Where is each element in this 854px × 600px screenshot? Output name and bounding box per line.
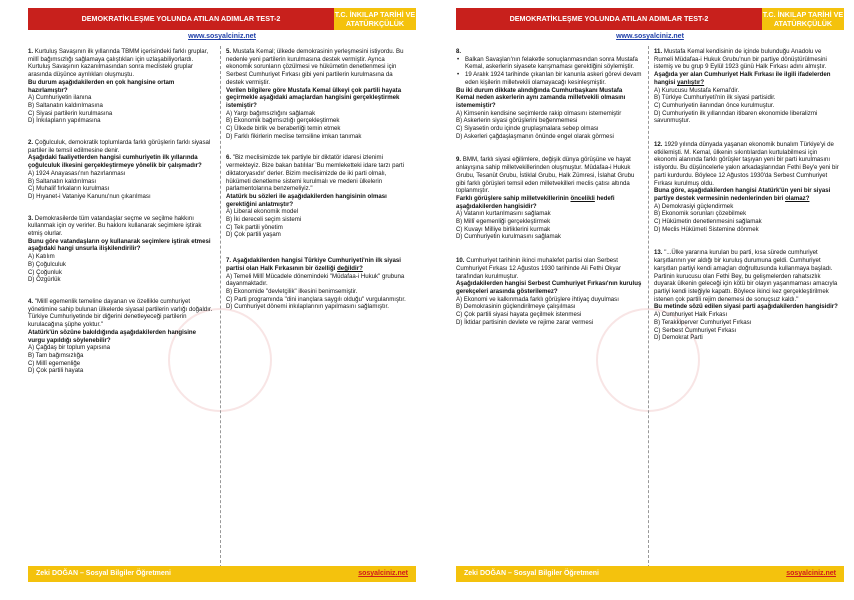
question-number: 3. — [28, 214, 34, 222]
column-left — [456, 48, 642, 336]
site-link[interactable]: www.sosyalciniz.net — [188, 33, 256, 40]
option-d[interactable]: D) Cumhuriyetin ilk yıllarından itibaren ekonomide liberalizmi savunmuştur. — [654, 109, 818, 125]
option-b[interactable]: B) Millî egemenliği gerçekleştirmek — [456, 218, 551, 226]
option-d[interactable]: D) Askerleri çağdaşlaşmanın önünde engel olarak görmesi — [456, 132, 614, 140]
option-c[interactable]: C) Cumhuriyetin ilanından önce kurulmuştur. — [654, 101, 775, 109]
site-link[interactable]: www.sosyalciniz.net — [616, 33, 684, 40]
question-4 — [28, 298, 214, 375]
question-text: "Biz meclisimizde tek partiyle bir diktatör idaresi izlenimi vermekteyiz. Bize bakan batılılar 'Bu memleketteki idare tarzı parti diktatoryasıdır' derler. Bizim meclisimizde de iki parti olmalı, hükümeti denetleme sistemi kurulmalı ve medeni ülkelerin parlamentolarına benzemeliyiz." — [226, 154, 404, 193]
header-title: DEMOKRATİKLEŞME YOLUNDA ATILAN ADIMLAR TEST-2 — [28, 8, 334, 30]
question-13 — [654, 249, 840, 341]
option-b[interactable]: B) Askerlerin siyasi görüşlerini beğenmemesi — [456, 117, 578, 125]
page-footer — [28, 566, 416, 582]
option-a[interactable]: A) Cumhuriyetin ilanına — [28, 94, 92, 102]
option-c[interactable]: C) Parti programında "dini inançlara saygılı olduğu" vurgulanmıştır. — [226, 295, 406, 303]
option-d[interactable]: D) Özgürlük — [28, 276, 61, 284]
question-prompt-emphasis: yanlıştır? — [677, 78, 705, 86]
option-d[interactable]: D) Çok partili yaşam — [226, 231, 281, 239]
question-number: 13. — [654, 249, 663, 257]
question-7 — [226, 257, 412, 311]
option-b[interactable]: B) Türkiye Cumhuriyeti'nin ilk siyasi partisidir. — [654, 94, 776, 102]
option-c[interactable]: C) Millî egemenliğe — [28, 359, 81, 367]
option-c[interactable]: C) Serbest Cumhuriyet Fırkası — [654, 326, 737, 334]
question-prompt: Bu metinde sözü edilen siyasi parti aşağıdakilerden hangisidir? — [654, 303, 838, 311]
question-11 — [654, 48, 840, 125]
footer-author: Zeki DOĞAN – Sosyal Bilgiler Öğretmeni — [464, 570, 599, 577]
column-right — [654, 48, 840, 351]
option-c[interactable]: C) Ülkede birlik ve beraberliği temin etmek — [226, 125, 341, 133]
question-5 — [226, 48, 412, 140]
option-a[interactable]: A) Demokrasiyi güçlendirmek — [654, 202, 734, 210]
option-d[interactable]: D) İktidar partisinin devlete ve rejime zarar vermesi — [456, 318, 594, 326]
question-number: 10. — [456, 257, 465, 265]
question-number: 11. — [654, 48, 663, 55]
question-number: 5. — [226, 48, 232, 55]
question-text: "Millî egemenlik temeline dayanan ve özellikle cumhuriyet yönetimine sahip bulunan ülkelerde siyasal partilerin varlığı doğaldır. Türkiye Cumhuriyetinde bir diğerini denetleyeceği partilerin kurulacağına şüphe yoktur." — [28, 297, 213, 329]
question-prompt: Aşağıdaki faaliyetlerden hangisi cumhuriyetin ilk yıllarında çoğulculuk ilkesini gerçekleştirmeye yönelik bir çalışmadır? — [28, 154, 202, 170]
question-number: 12. — [654, 141, 663, 149]
question-prompt: Bu durum aşağıdakilerden en çok hangisine ortam hazırlamıştır? — [28, 78, 175, 94]
question-text: Kurtuluş Savaşının ilk yıllarında TBMM içerisindeki farklı gruplar, millî bağımsızlığı sağlamaya çalıştıkları için uzlaşabiliyorlardı. Kurtuluş Savaşının kazanılmasından sonra meclisteki gruplar arasında düşünce ayrılıkları oluşmuştu. — [28, 48, 209, 79]
question-number: 4. — [28, 297, 34, 305]
question-8 — [456, 48, 642, 140]
option-d[interactable]: D) Çok partili hayata — [28, 367, 84, 375]
question-prompt: Aşağıdakilerden hangisi Serbest Cumhuriyet Fırkası'nın kuruluş gerekçeleri arasında gösterilemez? — [456, 280, 642, 295]
option-d[interactable]: D) Hıyanet-i Vataniye Kanunu'nun çıkarılması — [28, 192, 151, 200]
option-a[interactable]: A) Çağdaş bir toplum yapısına — [28, 344, 110, 352]
option-b[interactable]: B) Ekonomide "devletçilik" ilkesini benimsemiştir. — [226, 287, 358, 295]
question-text: BMM, farklı siyasi eğilimlere, değişik dünya görüşüne ve hayat anlayışına sahip milletvekillerinden oluşmuştur. Müdafaa-i Hukuk Grubu, Tesanüt Grubu, İstiklal Grubu, Halk Zümresi, İslahat Grubu gibi farklı görüşleri temsil eden milletvekilleri meclis çatısı altında toplanmıştır. — [456, 156, 635, 195]
question-1 — [28, 48, 214, 125]
column-left — [28, 48, 214, 384]
question-number: 7. — [226, 257, 232, 265]
question-number: 9. — [456, 156, 462, 164]
column-right — [226, 48, 412, 320]
option-a[interactable]: A) Vatanın kurtarılmasını sağlamak — [456, 210, 551, 218]
question-12 — [654, 141, 840, 233]
option-a[interactable]: A) Kimsenin kendisine seçimlerde rakip olmasını istememiştir — [456, 109, 622, 117]
option-c[interactable]: C) Siyasi partilerin kurulmasına — [28, 109, 113, 117]
bullet-item: • 19 Aralık 1924 tarihinde çıkarılan bir kanunla askeri görevi devam eden kişilerin milletvekili olamayacağı kesinleşmiştir. — [456, 71, 642, 86]
question-text: Çoğulculuk, demokratik toplumlarda farklı görüşlerin farklı siyasal partiler ile temsil edilmesine denir. — [28, 139, 211, 154]
question-number: 2. — [28, 139, 34, 147]
page-left — [28, 8, 416, 584]
footer-site-link[interactable]: sosyalciniz.net — [786, 570, 836, 577]
option-c[interactable]: C) Hükümetin denetlenmesini sağlamak — [654, 218, 762, 226]
question-text: Demokrasilerde tüm vatandaşlar seçme ve seçilme hakkını kullanmak için oy verirler. Bu hakkını kullanarak seçimlere iştirak etmiş olurlar. — [28, 214, 202, 238]
question-prompt: Bu iki durum dikkate alındığında Cumhurbaşkanı Mustafa Kemal neden askerlerin aynı zamanda milletvekili olmasını istememiştir? — [456, 86, 626, 109]
option-a[interactable]: A) Temeli Millî Mücadele dönemindeki "Müdafaa-i Hukuk" grubuna dayanmaktadır. — [226, 272, 405, 288]
question-6 — [226, 154, 412, 239]
option-c[interactable]: C) Çok partili siyasi hayata geçilmek istenmesi — [456, 311, 582, 319]
option-c[interactable]: C) Çoğunluk — [28, 268, 62, 276]
option-a[interactable]: A) 1924 Anayasası'nın hazırlanması — [28, 169, 126, 177]
question-number: 1. — [28, 48, 34, 55]
question-prompt-end: hedefi aşağıdakilerden hangisidir? — [456, 194, 615, 210]
option-b[interactable]: B) Saltanatın kaldırılmasına — [28, 101, 103, 109]
question-10 — [456, 257, 642, 326]
question-prompt: Atatürk bu sözleri ile aşağıdakilerden hangisinin olması gerektiğini anlatmıştır? — [226, 192, 387, 208]
question-prompt: Verilen bilgilere göre Mustafa Kemal ülkeyi çok partili hayata geçirmekle aşağıdaki amaçlardan hangisini gerçekleştirmek istemiştir? — [226, 86, 402, 109]
option-d[interactable]: D) Farklı fikirlerin meclise temsiline imkan tanımak — [226, 132, 362, 140]
page-header — [28, 8, 416, 30]
question-text: "...Ülke yararına kurulan bu parti, kısa sürede cumhuriyet karşıtlarının yer aldığı bir kuruluş durumuna geldi. Cumhuriyet karşıtları partiyi kendi amaçları doğrultusunda kullanmaya başladı. Partinin kurucusu olan Fethi Bey, bu gelişmelerden rahatsızlık duyarak ülkenin geleceği için kötü bir olayın yaşanmaması amacıyla partiyi kendi isteğiyle kapattı. Böylece ikinci kez gerçekleştirilmek istenen çok partili rejim denemesi de sonuçsuz kaldı." — [654, 249, 838, 303]
question-prompt-emphasis: değildir? — [337, 264, 363, 272]
option-a[interactable]: A) Cumhuriyet Halk Fırkası — [654, 311, 728, 319]
option-c[interactable]: C) Siyasetin ordu içinde gruplaşmalara sebep olması — [456, 125, 599, 133]
option-b[interactable]: B) Tam bağımsızlığa — [28, 351, 84, 359]
option-b[interactable]: B) Terakkiperver Cumhuriyet Fırkası — [654, 318, 752, 326]
option-a[interactable]: A) Ekonomi ve kalkınmada farklı görüşlere ihtiyaç duyulması — [456, 295, 619, 303]
option-d[interactable]: D) Cumhuriyetin kurulmasını sağlamak — [456, 233, 561, 241]
footer-site-link[interactable]: sosyalciniz.net — [358, 570, 408, 577]
question-prompt: Atatürk'ün sözüne bakıldığında aşağıdakilerden hangisine vurgu yapıldığı söylenebilir? — [28, 328, 197, 344]
question-prompt: Bunu göre vatandaşların oy kullanarak seçimlere iştirak etmesi aşağıdaki hangi unsurla ilişkilendirilir? — [28, 237, 211, 253]
option-d[interactable]: D) Meclis Hükümeti Sistemine dönmek — [654, 225, 759, 233]
question-prompt: Buna göre, aşağıdakilerden hangisi Atatürk'ün yeni bir siyasi partiye destek vermesinin nedenlerinden biri — [654, 187, 831, 202]
option-b[interactable]: B) Demokrasinin güçlendirilmeye çalışılması — [456, 303, 576, 311]
option-a[interactable]: A) Kurucusu Mustafa Kemal'dir. — [654, 86, 740, 94]
page-right — [456, 8, 844, 584]
option-a[interactable]: A) Yargı bağımsızlığını sağlamak — [226, 109, 316, 117]
option-b[interactable]: B) Ekonomik bağımsızlığı gerçekleştirmek — [226, 117, 340, 125]
option-c[interactable]: C) Tek partili yönetim — [226, 223, 283, 231]
option-c[interactable]: C) Muhalif fırkaların kurulması — [28, 185, 110, 193]
question-prompt-emphasis: öncelikli — [570, 194, 595, 202]
question-text: Cumhuriyet tarihinin ikinci muhalefet partisi olan Serbest Cumhuriyet Fırkası 12 Ağustos 1930 tarihinde Ali Fethi Okyar tarafından kurulmuştur. — [456, 257, 621, 280]
option-c[interactable]: C) Kuvayı Milliye birliklerini kurmak — [456, 225, 551, 233]
question-3 — [28, 215, 214, 284]
question-text: Mustafa Kemal; ülkede demokrasinin yerleşmesini istiyordu. Bu nedenle yeni partilerin kurulmasına destek vermiştir. Ayrıca ekonomik sorunların çözülmesi ve hükümetin denetlenmesi için Serbest Cumhuriyet Fırkası gibi yeni partilerin kurulmasına da destek vermiştir. — [226, 48, 404, 86]
question-number: 8. — [456, 48, 462, 55]
option-b[interactable]: B) İki dereceli seçim sistemi — [226, 216, 302, 224]
page-header — [456, 8, 844, 30]
question-9 — [456, 156, 642, 241]
question-prompt: Aşağıda yer alan Cumhuriyet Halk Fırkası ile ilgili ifadelerden hangisi — [654, 71, 831, 86]
bullet-item: • Balkan Savaşları'nın felaketle sonuçlanmasından sonra Mustafa Kemal, askerlerin siyasete karışmaması gerektiğini söylemiştir. — [456, 56, 642, 71]
option-d[interactable]: D) Demokrat Parti — [654, 334, 703, 342]
option-a[interactable]: A) Katılım — [28, 253, 55, 261]
header-subject: T.C. İNKILAP TARİHİ VE ATATÜRKÇÜLÜK — [762, 10, 844, 28]
page-footer — [456, 566, 844, 582]
footer-author: Zeki DOĞAN – Sosyal Bilgiler Öğretmeni — [36, 570, 171, 577]
option-a[interactable]: A) Liberal ekonomik model — [226, 208, 299, 216]
question-prompt: Aşağıdakilerden hangisi Türkiye Cumhuriyeti'nin ilk siyasi partisi olan Halk Fırkasının bir özelliği — [226, 257, 401, 272]
header-subject: T.C. İNKILAP TARİHİ VE ATATÜRKÇÜLÜK — [334, 10, 416, 28]
question-text: Mustafa Kemal kendisinin de içinde bulunduğu Anadolu ve Rumeli Müdafaa-i Hukuk Grubu'nun bir partiye dönüştürülmesini istemiş ve bu grup 9 Eylül 1923 günü Halk Fırkası adını almıştır. — [654, 48, 827, 71]
option-b[interactable]: B) Saltanatın kaldırılması — [28, 177, 97, 185]
option-b[interactable]: B) Ekonomik sorunları çözebilmek — [654, 210, 747, 218]
option-d[interactable]: D) İnkılapların yapılmasına — [28, 117, 101, 125]
question-prompt: Farklı görüşlere sahip milletvekillerinin — [456, 194, 571, 202]
column-divider — [220, 46, 221, 568]
column-divider — [648, 46, 649, 568]
question-2 — [28, 139, 214, 201]
header-title: DEMOKRATİKLEŞME YOLUNDA ATILAN ADIMLAR TEST-2 — [456, 8, 762, 30]
option-d[interactable]: D) Cumhuriyet dönemi inkılaplarının yapılmasını sağlamıştır. — [226, 303, 389, 311]
question-text: 1929 yılında dünyada yaşanan ekonomik bunalım Türkiye'yi de etkilemişti. M. Kemal, ülkenin sıkıntılardan kurtulabilmesi için ekonomi alanında farklı görüşler taşıyan yeni bir parti kurulmasını istiyordu. Bu düşüncelerle yakın arkadaşlarından Fethi Bey'e yeni bir parti kurdurdu. Böylece 12 Ağustos 1930'da Serbest Cumhuriyet Fırkası kurulmuş oldu. — [654, 141, 839, 187]
question-prompt-emphasis: olamaz? — [785, 194, 810, 202]
question-number: 6. — [226, 154, 232, 162]
option-b[interactable]: B) Çoğulculuk — [28, 260, 66, 268]
